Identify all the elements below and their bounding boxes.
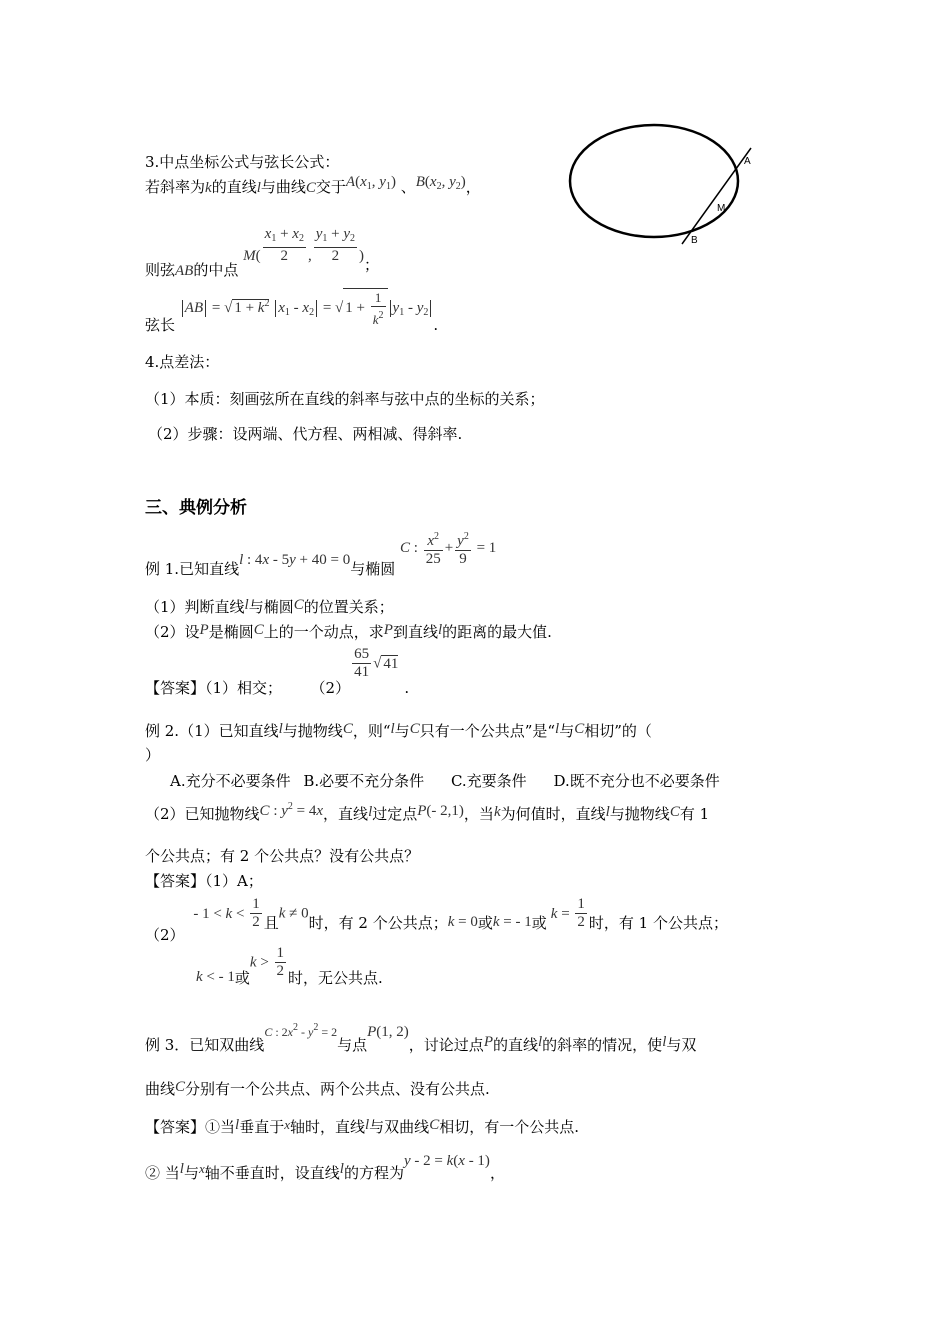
section-heading: 三、典例分析 <box>145 498 247 518</box>
ellipse-curve <box>570 125 738 237</box>
point-m-label: M <box>717 203 726 214</box>
option-c: C.充要条件 <box>450 772 527 790</box>
ex2-part2: （2）已知抛物线C : $y^2 = 4x$，直线l过定点P(- 2,1)，当k为何值时，直线l与抛物线C有 1 <box>145 801 710 823</box>
sec4-title: 4.点差法： <box>145 353 220 371</box>
sec3-line1: 若斜率为k的直线l与曲线C交于$A(x_1$, $y_1$) 、$B(x_2$, $y_2$)， <box>145 174 481 196</box>
point-a-label: A <box>744 156 751 167</box>
option-a: A.充分不必要条件 <box>170 772 291 790</box>
ex2-part2-line2: 个公共点；有 2 个公共点？没有公共点？ <box>145 847 420 865</box>
ex1-intro: 例 1.已知直线l : 4x - 5y + 40 = 0与椭圆 C : $\frac{x^2}{25}$ + $\frac{y^2}{9}$ = 1 <box>145 528 496 568</box>
sec3-line3: 弦长 AB = √ $1 + k^2$ $x_1 - x_2$ = √ 1 + $\frac{1}{k^2}$ $y_1 - y_2$. <box>145 290 439 334</box>
sec4-item1: （1）本质：刻画弦所在直线的斜率与弦中点的坐标的关系； <box>145 390 545 408</box>
ex3-line1: 例 3．已知双曲线C : $2x^2 - y^2 = 2$与点P(1, 2)，讨论过点P的直线l的斜率的情况，使l与双 <box>145 1022 697 1054</box>
ex2-answer-line3: k < - 1或k > $\frac{1}{2}$ 时，无公共点. <box>196 945 383 987</box>
ex1-q2: （2）设P是椭圆C上的一个动点，求P到直线l的距离的最大值. <box>145 622 552 641</box>
ex3-answer2: ② 当l与x轴不垂直时，设直线l的方程为y - 2 = k(x - 1)， <box>145 1153 505 1182</box>
ex2-line2: ） <box>145 746 161 764</box>
ex2-line1: 例 2.（1）已知直线l与抛物线C，则“l与C只有一个公共点”是“l与C相切”的（ <box>145 721 652 740</box>
ex3-answer: 【答案】①当l垂直于x轴时，直线l与双曲线C相切，有一个公共点. <box>145 1117 579 1136</box>
secant-line <box>682 148 751 244</box>
sec4-item2: （2）步骤：设两端、代方程、两相减、得斜率. <box>148 425 463 443</box>
ex2-options <box>170 771 720 791</box>
ellipse-chord-diagram <box>560 115 770 255</box>
ex1-answer: 【答案】（1）相交； （2） $\frac{65}{41}$ √ 41. <box>145 646 410 697</box>
ex3-line2: 曲线C分别有一个公共点、两个公共点、没有公共点. <box>145 1079 490 1098</box>
midpoint-x-fraction: $\frac{x_1 + x_2}{2}$ <box>264 226 304 264</box>
midpoint-y-fraction: $\frac{y_1 + y_2}{2}$ <box>315 226 356 264</box>
ex2-answer-title: 【答案】（1）A； <box>145 872 263 890</box>
ex2-answer-line2: （2） - 1 < k < $\frac{1}{2}$ 且k ≠ 0时，有 2 个公共点；k = 0或k = - 1或 k = $\frac{1}{2}$ 时，有 1 个公共点； <box>145 896 728 944</box>
ex1-q1: （1）判断直线l与椭圆C的位置关系； <box>145 597 394 616</box>
sec3-line2: 则弦AB的中点 M( $\frac{x_1 + x_2}{2}$ , $\frac{y_1 + y_2}{2}$ )； <box>145 226 380 279</box>
option-d: D.既不充分也不必要条件 <box>553 772 720 790</box>
point-b-label: B <box>691 235 698 246</box>
sec3-title: 3.中点坐标公式与弦长公式： <box>145 153 340 171</box>
option-b: B.必要不充分条件 <box>303 772 425 790</box>
